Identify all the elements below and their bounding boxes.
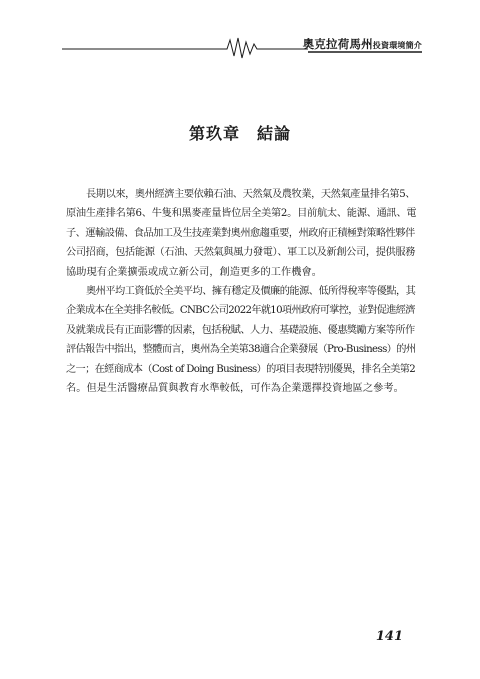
header-title-sub: 投資環境簡介 (372, 41, 422, 50)
paragraph-line: 協助現有企業擴張或成立新公司，創造更多的工作機會。 (66, 266, 322, 278)
paragraph-line: 及就業成長有正面影響的因素，包括稅賦、人力、基礎設施、優惠獎勵方案等所作 (66, 324, 415, 336)
running-header (62, 34, 422, 60)
paragraph-line: 評估報告中指出，整體而言，奧州為全美第38適合企業發展（Pro-Business）的州 (66, 344, 416, 356)
header-title (303, 36, 422, 52)
paragraph-line: 名。但是生活醫療品質與教育水準較低，可作為企業選擇投資地區之參考。 (66, 382, 404, 394)
paragraph-2 (66, 282, 416, 398)
paragraph-line: 長期以來，奧州經濟主要依賴石油、天然氣及農牧業，天然氣產量排名第5、 (86, 189, 416, 200)
paragraph-line: 奧州平均工資低於全美平均、擁有穩定及價廉的能源、低所得稅率等優點，其 (86, 285, 416, 297)
paragraph-line: 企業成本在全美排名較低。CNBC公司2022年就10項州政府可掌控，並對促進經濟 (66, 305, 415, 317)
paragraph-line: 子、運輸設備、食品加工及生技產業對奧州愈趨重要，州政府正積極對策略性夥伴 (66, 227, 415, 239)
paragraph-line: 之一；在經商成本（Cost of Doing Business）的項目表現特別優異，排名全美第2 (66, 363, 416, 375)
body-text (66, 185, 416, 398)
header-title-main: 奧克拉荷馬州 (302, 37, 373, 51)
chapter-title: 第玖章 結論 (188, 124, 291, 143)
paragraph-1 (66, 185, 416, 282)
page-number: 141 (375, 629, 403, 644)
paragraph-line: 原油生產排名第6、牛隻和黑麥產量皆位居全美第2。目前航太、能源、通訊、電 (66, 208, 417, 220)
paragraph-line: 公司招商，包括能源（石油、天然氣與風力發電）、軍工以及新創公司，提供服務 (66, 247, 416, 259)
